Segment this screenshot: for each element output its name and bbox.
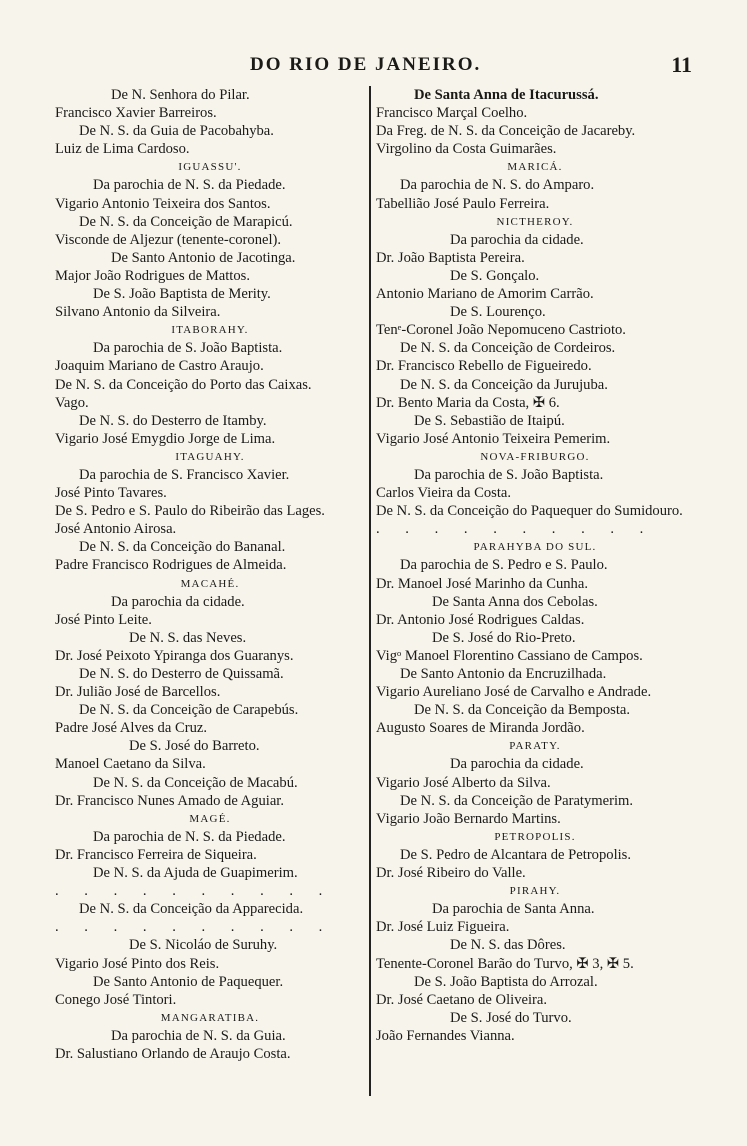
text-line: De S. Lourenço. <box>450 304 546 321</box>
text-line: De S. Sebastião de Itaipú. <box>414 412 565 429</box>
text-line: Da parochia de S. Francisco Xavier. <box>79 466 290 483</box>
text-line: De N. S. da Guia de Pacobahyba. <box>79 123 274 140</box>
text-line: Padre José Alves da Cruz. <box>55 720 207 737</box>
right-column <box>376 86 694 1045</box>
section-heading: MANGARATIBA. <box>160 1011 260 1024</box>
text-line: Padre Francisco Rodrigues de Almeida. <box>55 557 287 574</box>
text-line: Da parochia de S. João Baptista. <box>93 340 283 357</box>
text-line: Tenente-Coronel Barão do Turvo, ✠ 3, ✠ 5. <box>376 955 634 972</box>
text-line: De N. S. da Conceição de Cordeiros. <box>400 340 616 357</box>
text-line: Joaquim Mariano de Castro Araujo. <box>55 358 264 375</box>
text-line: De N. S. da Ajuda de Guapimerim. <box>93 865 298 882</box>
text-line: Da parochia da cidade. <box>450 756 584 773</box>
section-heading: PETROPOLIS. <box>494 830 576 843</box>
text-line: De N. S. das Neves. <box>129 629 247 646</box>
text-line: Antonio Mariano de Amorim Carrão. <box>376 286 594 303</box>
text-line: Dr. José Luiz Figueira. <box>376 919 510 936</box>
text-line: Augusto Soares de Miranda Jordão. <box>376 720 585 737</box>
text-line: Virgolino da Costa Guimarães. <box>376 141 557 158</box>
text-line: Luiz de Lima Cardoso. <box>55 141 190 158</box>
text-line: Carlos Vieira da Costa. <box>376 485 512 502</box>
text-line: Dr. Antonio José Rodrigues Caldas. <box>376 611 585 628</box>
text-line: Da parochia de N. S. da Piedade. <box>93 828 286 845</box>
text-line: Da parochia de N. S. do Amparo. <box>400 177 595 194</box>
text-line: José Pinto Leite. <box>55 611 152 628</box>
text-line: De S. José do Turvo. <box>450 1009 572 1026</box>
text-line: De N. S. do Desterro de Quissamã. <box>79 666 284 682</box>
text-line: Dr. Francisco Rebello de Figueiredo. <box>376 358 592 375</box>
text-line: João Fernandes Vianna. <box>376 1027 515 1044</box>
text-line: Da parochia de N. S. da Guia. <box>111 1027 286 1044</box>
text-line: Dr. Francisco Nunes Amado de Aguiar. <box>55 792 285 809</box>
text-line: Vago. <box>55 394 89 411</box>
text-line: Da parochia de N. S. da Piedade. <box>93 177 286 194</box>
text-line: Dr. Salustiano Orlando de Araujo Costa. <box>55 1045 291 1062</box>
text-line: Dr. João Baptista Pereira. <box>376 249 525 266</box>
section-heading: PARATY. <box>509 740 561 753</box>
text-line: De S. Gonçalo. <box>450 267 540 284</box>
section-heading: IGUASSU'. <box>178 161 242 174</box>
text-line: Vigario João Bernardo Martins. <box>376 810 561 827</box>
text-line: De N. S. da Conceição do Porto das Caixas. <box>55 376 312 393</box>
text-line: Manoel Caetano da Silva. <box>55 756 206 773</box>
text-line: Major João Rodrigues de Mattos. <box>55 267 250 284</box>
section-heading: ITABORAHY. <box>171 324 249 337</box>
text-line: De S. Nicoláo de Suruhy. <box>129 937 278 954</box>
text-line: Dr. Manoel José Marinho da Cunha. <box>376 575 588 592</box>
section-heading: PIRAHY. <box>509 885 561 898</box>
text-line: De S. Pedro de Alcantara de Petropolis. <box>400 846 632 863</box>
text-line: Dr. Francisco Ferreira de Siqueira. <box>55 846 257 863</box>
text-line: De Santo Antonio de Jacotinga. <box>111 249 296 266</box>
text-line: Da parochia de S. Pedro e S. Paulo. <box>400 557 608 574</box>
text-line: Silvano Antonio da Silveira. <box>55 304 221 321</box>
section-heading: NOVA-FRIBURGO. <box>480 450 590 463</box>
text-line: Tenᵉ-Coronel João Nepomuceno Castrioto. <box>376 322 626 339</box>
page-header <box>0 54 747 80</box>
text-line: Vigario José Pinto dos Reis. <box>55 955 220 972</box>
section-heading: MAGÉ. <box>189 812 231 825</box>
text-line: De N. S. da Conceição de Macabú. <box>93 774 298 791</box>
text-line: De Santo Antonio de Paquequer. <box>93 973 284 990</box>
text-line: Dr. José Ribeiro do Valle. <box>376 865 526 882</box>
text-line: José Antonio Airosa. <box>55 521 177 538</box>
text-line: De N. S. da Conceição de Carapebús. <box>79 702 299 719</box>
text-line: De N. S. da Conceição de Paratymerim. <box>400 792 634 809</box>
ellipsis-line: . . . . . . . . . . <box>55 919 334 936</box>
text-line: Francisco Xavier Barreiros. <box>55 105 217 122</box>
text-line: Visconde de Aljezur (tenente-coronel). <box>55 231 282 248</box>
text-line: De N. S. da Conceição de Marapicú. <box>79 213 293 230</box>
text-line: De Santa Anna de Itacurussá. <box>414 87 599 103</box>
left-column <box>55 86 365 1063</box>
text-line: De N. Senhora do Pilar. <box>111 87 250 103</box>
text-line: Dr. José Caetano de Oliveira. <box>376 991 548 1008</box>
text-line: Francisco Marçal Coelho. <box>376 105 528 122</box>
text-line: Vigario Aureliano José de Carvalho e Andrade. <box>376 684 652 701</box>
text-line: Conego José Tintori. <box>55 991 177 1008</box>
text-line: Da parochia da cidade. <box>111 593 245 610</box>
running-title: DO RIO DE JANEIRO. <box>250 54 482 75</box>
text-line: De N. S. da Conceição da Jurujuba. <box>400 376 608 393</box>
text-line: Vigᵒ Manoel Florentino Cassiano de Campos. <box>376 647 643 664</box>
text-line: De Santa Anna dos Cebolas. <box>432 593 598 610</box>
text-line: Da parochia de S. João Baptista. <box>414 466 604 483</box>
section-heading: MARICÁ. <box>507 161 563 174</box>
text-line: Dr. Bento Maria da Costa, ✠ 6. <box>376 394 560 411</box>
text-line: Da parochia da cidade. <box>450 231 584 248</box>
text-line: De N. S. das Dôres. <box>450 937 566 954</box>
text-line: De S. João Baptista de Merity. <box>93 286 271 303</box>
text-line: De S. Pedro e S. Paulo do Ribeirão das Lages. <box>55 503 325 520</box>
text-line: Da parochia de Santa Anna. <box>432 901 595 918</box>
text-line: De N. S. da Conceição da Bemposta. <box>414 702 631 719</box>
text-line: Vigario José Alberto da Silva. <box>376 774 551 791</box>
text-line: Tabellião José Paulo Ferreira. <box>376 195 550 212</box>
text-line: Vigario Antonio Teixeira dos Santos. <box>55 195 271 212</box>
text-line: De S. João Baptista do Arrozal. <box>414 973 598 990</box>
text-line: De S. José do Rio-Preto. <box>432 629 576 646</box>
section-heading: PARAHYBA DO SUL. <box>473 541 597 554</box>
ellipsis-line: . . . . . . . . . . <box>55 883 334 900</box>
ellipsis-line: . . . . . . . . . . <box>376 521 655 538</box>
text-line: De S. José do Barreto. <box>129 738 260 755</box>
text-line: De Santo Antonio da Encruzilhada. <box>400 666 607 682</box>
text-line: Vigario José Antonio Teixeira Pemerim. <box>376 430 611 447</box>
text-line: José Pinto Tavares. <box>55 485 167 502</box>
text-line: De N. S. da Conceição da Apparecida. <box>79 901 304 918</box>
page-number: 11 <box>671 52 692 77</box>
section-heading: NICTHEROY. <box>496 215 574 228</box>
text-line: De N. S. da Conceição do Paquequer do Sumidouro. <box>376 503 683 520</box>
text-line: De N. S. da Conceição do Bananal. <box>79 539 286 556</box>
text-line: De N. S. do Desterro de Itamby. <box>79 412 267 429</box>
text-line: Da Freg. de N. S. da Conceição de Jacareby. <box>376 123 636 140</box>
column-divider <box>369 86 371 1096</box>
text-line: Dr. José Peixoto Ypiranga dos Guaranys. <box>55 647 294 664</box>
section-heading: ITAGUAHY. <box>175 450 245 463</box>
text-line: Vigario José Emygdio Jorge de Lima. <box>55 430 276 447</box>
text-line: Dr. Julião José de Barcellos. <box>55 684 221 701</box>
section-heading: MACAHÉ. <box>180 577 240 590</box>
